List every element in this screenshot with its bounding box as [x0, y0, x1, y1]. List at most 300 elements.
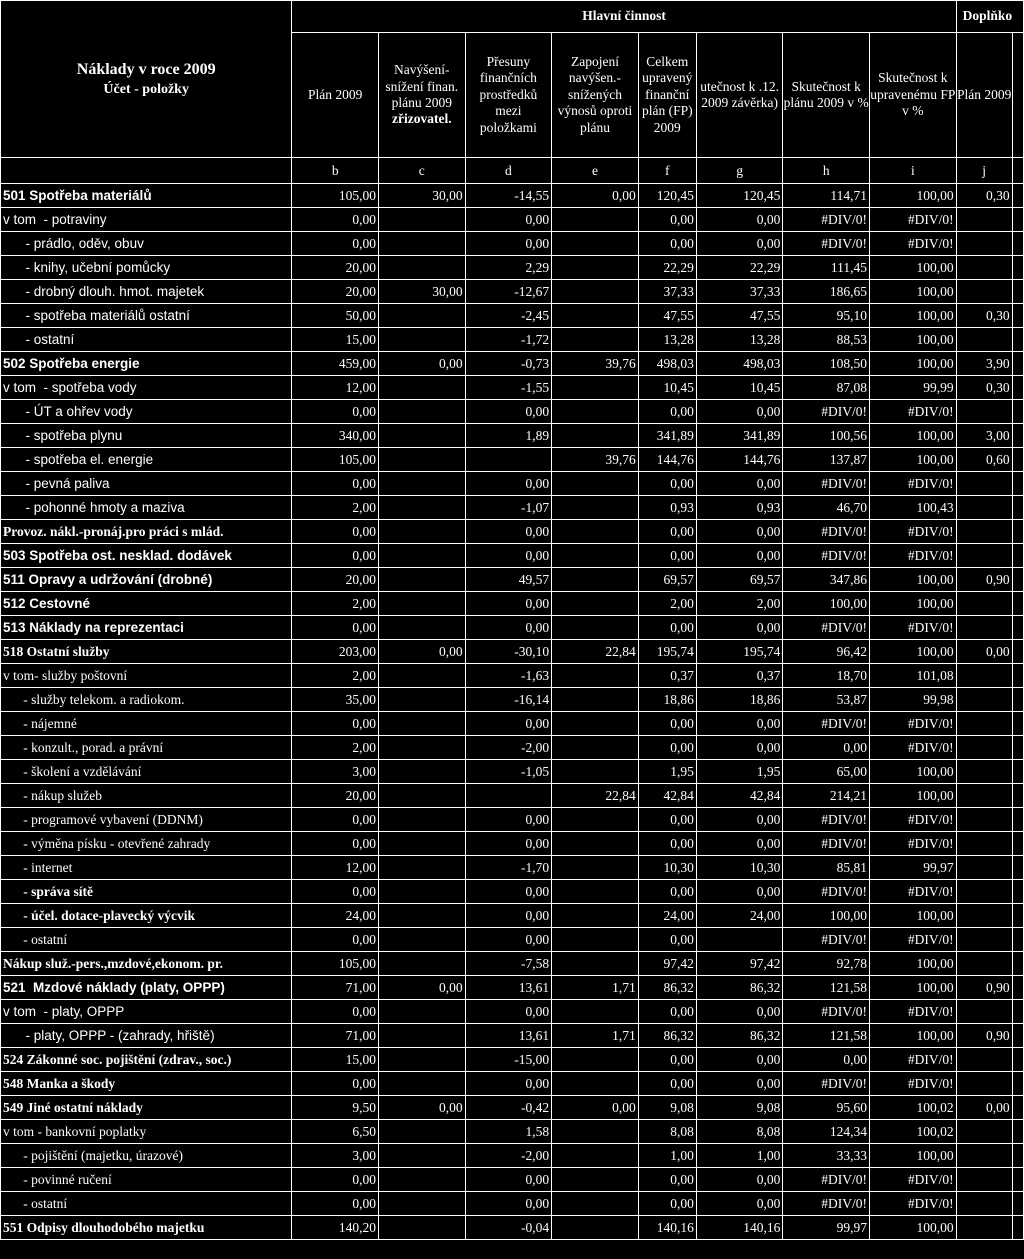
- cell-actual[interactable]: 86,32: [696, 976, 783, 1000]
- cell-plan[interactable]: 0,00: [292, 1072, 379, 1096]
- cell-actual-vs-plan[interactable]: 53,87: [783, 688, 870, 712]
- cell-plan[interactable]: 15,00: [292, 328, 379, 352]
- row-label[interactable]: - ostatní: [1, 1192, 292, 1216]
- cell-increase[interactable]: 30,00: [378, 184, 465, 208]
- cell-increase[interactable]: 30,00: [378, 280, 465, 304]
- cell-actual-vs-plan[interactable]: 347,86: [783, 568, 870, 592]
- cell-adjusted-plan[interactable]: 0,00: [638, 1048, 696, 1072]
- cell-actual-vs-plan[interactable]: #DIV/0!: [783, 208, 870, 232]
- cell-plan-secondary[interactable]: 0,00: [956, 640, 1012, 664]
- cell-revenues[interactable]: 1,71: [552, 976, 639, 1000]
- cell-actual[interactable]: 144,76: [696, 448, 783, 472]
- row-label[interactable]: 551 Odpisy dlouhodobého majetku: [1, 1216, 292, 1240]
- cell-actual[interactable]: 0,00: [696, 616, 783, 640]
- cell-increase[interactable]: [378, 232, 465, 256]
- cell-plan-secondary[interactable]: [956, 1216, 1012, 1240]
- row-label[interactable]: - prádlo, oděv, obuv: [1, 232, 292, 256]
- cell-actual-vs-plan[interactable]: 33,33: [783, 1144, 870, 1168]
- cell-actual-vs-plan[interactable]: 46,70: [783, 496, 870, 520]
- cell-adjusted-plan[interactable]: 0,00: [638, 736, 696, 760]
- cell-adjusted-plan[interactable]: 13,28: [638, 328, 696, 352]
- cell-increase[interactable]: [378, 856, 465, 880]
- row-label[interactable]: - pojištění (majetku, úrazové): [1, 1144, 292, 1168]
- cell-adjusted-plan[interactable]: 8,08: [638, 1120, 696, 1144]
- cell-actual-vs-fp[interactable]: 99,99: [870, 376, 957, 400]
- cell-increase[interactable]: [378, 784, 465, 808]
- cell-actual[interactable]: 140,16: [696, 1216, 783, 1240]
- cell-increase[interactable]: [378, 1192, 465, 1216]
- cell-actual[interactable]: 0,00: [696, 520, 783, 544]
- cell-plan-secondary[interactable]: [956, 616, 1012, 640]
- cell-adjusted-plan[interactable]: 341,89: [638, 424, 696, 448]
- cell-actual-vs-plan[interactable]: #DIV/0!: [783, 544, 870, 568]
- cell-actual-vs-plan[interactable]: 121,58: [783, 1024, 870, 1048]
- cell-increase[interactable]: [378, 712, 465, 736]
- cell-plan-secondary[interactable]: [956, 496, 1012, 520]
- row-label[interactable]: v tom - potraviny: [1, 208, 292, 232]
- cell-revenues[interactable]: [552, 664, 639, 688]
- row-label[interactable]: v tom - bankovní poplatky: [1, 1120, 292, 1144]
- cell-actual-vs-fp[interactable]: 100,00: [870, 304, 957, 328]
- cell-adjusted-plan[interactable]: 144,76: [638, 448, 696, 472]
- cell-actual-vs-fp[interactable]: 100,00: [870, 592, 957, 616]
- cell-actual[interactable]: 120,45: [696, 184, 783, 208]
- cell-actual-vs-fp[interactable]: 100,00: [870, 328, 957, 352]
- cell-revenues[interactable]: [552, 592, 639, 616]
- cell-actual[interactable]: 498,03: [696, 352, 783, 376]
- cell-actual[interactable]: 0,00: [696, 1168, 783, 1192]
- cell-plan[interactable]: 12,00: [292, 376, 379, 400]
- cell-actual[interactable]: 0,00: [696, 472, 783, 496]
- cell-actual-vs-plan[interactable]: 87,08: [783, 376, 870, 400]
- cell-plan[interactable]: 71,00: [292, 1024, 379, 1048]
- cell-transfers[interactable]: -7,58: [465, 952, 552, 976]
- row-label[interactable]: - povinné ručení: [1, 1168, 292, 1192]
- cell-plan-secondary[interactable]: [956, 928, 1012, 952]
- cell-actual[interactable]: 0,00: [696, 1072, 783, 1096]
- cell-actual-vs-fp[interactable]: 99,97: [870, 856, 957, 880]
- cell-increase[interactable]: [378, 1000, 465, 1024]
- cell-transfers[interactable]: -16,14: [465, 688, 552, 712]
- cell-transfers[interactable]: 0,00: [465, 1192, 552, 1216]
- row-label[interactable]: - knihy, učební pomůcky: [1, 256, 292, 280]
- row-label[interactable]: - drobný dlouh. hmot. majetek: [1, 280, 292, 304]
- cell-actual[interactable]: 0,00: [696, 880, 783, 904]
- row-label[interactable]: - školení a vzdělávání: [1, 760, 292, 784]
- cell-revenues[interactable]: 0,00: [552, 1096, 639, 1120]
- cell-revenues[interactable]: 39,76: [552, 352, 639, 376]
- cell-plan-secondary[interactable]: [956, 688, 1012, 712]
- cell-actual-vs-plan[interactable]: 108,50: [783, 352, 870, 376]
- row-label[interactable]: - konzult., porad. a právní: [1, 736, 292, 760]
- cell-revenues[interactable]: 0,00: [552, 184, 639, 208]
- cell-actual-vs-fp[interactable]: 100,00: [870, 1144, 957, 1168]
- cell-increase[interactable]: [378, 904, 465, 928]
- cell-adjusted-plan[interactable]: 9,08: [638, 1096, 696, 1120]
- cell-plan[interactable]: 20,00: [292, 784, 379, 808]
- cell-actual-vs-fp[interactable]: 101,08: [870, 664, 957, 688]
- cell-transfers[interactable]: -1,55: [465, 376, 552, 400]
- cell-adjusted-plan[interactable]: 47,55: [638, 304, 696, 328]
- cell-plan-secondary[interactable]: [956, 880, 1012, 904]
- cell-increase[interactable]: 0,00: [378, 1096, 465, 1120]
- cell-adjusted-plan[interactable]: 0,00: [638, 712, 696, 736]
- cell-actual[interactable]: 18,86: [696, 688, 783, 712]
- cell-increase[interactable]: [378, 304, 465, 328]
- cell-revenues[interactable]: [552, 1120, 639, 1144]
- cell-plan-secondary[interactable]: [956, 256, 1012, 280]
- cell-actual-vs-plan[interactable]: 121,58: [783, 976, 870, 1000]
- cell-actual-vs-fp[interactable]: #DIV/0!: [870, 1000, 957, 1024]
- cell-actual-vs-fp[interactable]: #DIV/0!: [870, 1192, 957, 1216]
- cell-plan-secondary[interactable]: 3,00: [956, 424, 1012, 448]
- row-label[interactable]: 548 Manka a škody: [1, 1072, 292, 1096]
- cell-revenues[interactable]: [552, 256, 639, 280]
- cell-adjusted-plan[interactable]: 10,45: [638, 376, 696, 400]
- cell-actual[interactable]: 42,84: [696, 784, 783, 808]
- cell-transfers[interactable]: 13,61: [465, 1024, 552, 1048]
- cell-revenues[interactable]: [552, 688, 639, 712]
- row-label[interactable]: - pevná paliva: [1, 472, 292, 496]
- cell-increase[interactable]: [378, 832, 465, 856]
- cell-actual-vs-fp[interactable]: 100,02: [870, 1096, 957, 1120]
- cell-adjusted-plan[interactable]: 498,03: [638, 352, 696, 376]
- cell-plan[interactable]: 3,00: [292, 760, 379, 784]
- row-label[interactable]: - spotřeba el. energie: [1, 448, 292, 472]
- cell-actual[interactable]: 2,00: [696, 592, 783, 616]
- cell-actual[interactable]: 37,33: [696, 280, 783, 304]
- cell-actual[interactable]: 0,00: [696, 1192, 783, 1216]
- cell-actual-vs-fp[interactable]: 100,00: [870, 640, 957, 664]
- cell-actual[interactable]: 10,30: [696, 856, 783, 880]
- cell-plan[interactable]: 0,00: [292, 1168, 379, 1192]
- cell-actual-vs-plan[interactable]: #DIV/0!: [783, 472, 870, 496]
- cell-actual[interactable]: 0,00: [696, 1000, 783, 1024]
- cell-revenues[interactable]: 39,76: [552, 448, 639, 472]
- cell-revenues[interactable]: [552, 616, 639, 640]
- cell-actual[interactable]: 1,95: [696, 760, 783, 784]
- cell-plan[interactable]: 459,00: [292, 352, 379, 376]
- cell-adjusted-plan[interactable]: 22,29: [638, 256, 696, 280]
- cell-actual[interactable]: 0,00: [696, 544, 783, 568]
- cell-actual[interactable]: 47,55: [696, 304, 783, 328]
- cell-revenues[interactable]: [552, 856, 639, 880]
- cell-actual-vs-fp[interactable]: 100,02: [870, 1120, 957, 1144]
- cell-adjusted-plan[interactable]: 1,95: [638, 760, 696, 784]
- cell-actual-vs-plan[interactable]: #DIV/0!: [783, 712, 870, 736]
- cell-plan[interactable]: 0,00: [292, 1000, 379, 1024]
- cell-plan-secondary[interactable]: [956, 472, 1012, 496]
- cell-plan-secondary[interactable]: [956, 1192, 1012, 1216]
- cell-actual-vs-fp[interactable]: 100,00: [870, 1216, 957, 1240]
- row-label[interactable]: 518 Ostatní služby: [1, 640, 292, 664]
- cell-actual-vs-fp[interactable]: #DIV/0!: [870, 1072, 957, 1096]
- cell-transfers[interactable]: 0,00: [465, 1168, 552, 1192]
- cell-actual-vs-fp[interactable]: 100,00: [870, 952, 957, 976]
- cell-plan-secondary[interactable]: 0,00: [956, 1096, 1012, 1120]
- cell-adjusted-plan[interactable]: 86,32: [638, 1024, 696, 1048]
- cell-actual-vs-fp[interactable]: 100,43: [870, 496, 957, 520]
- cell-increase[interactable]: [378, 688, 465, 712]
- cell-plan[interactable]: 2,00: [292, 664, 379, 688]
- cell-actual[interactable]: 1,00: [696, 1144, 783, 1168]
- cell-plan-secondary[interactable]: [956, 952, 1012, 976]
- cell-actual[interactable]: 195,74: [696, 640, 783, 664]
- cell-transfers[interactable]: 0,00: [465, 1000, 552, 1024]
- cell-increase[interactable]: [378, 376, 465, 400]
- cell-actual-vs-fp[interactable]: #DIV/0!: [870, 1048, 957, 1072]
- cell-adjusted-plan[interactable]: 37,33: [638, 280, 696, 304]
- cell-increase[interactable]: [378, 1168, 465, 1192]
- cell-plan-secondary[interactable]: 0,90: [956, 568, 1012, 592]
- cell-actual-vs-fp[interactable]: 100,00: [870, 280, 957, 304]
- cell-revenues[interactable]: [552, 1072, 639, 1096]
- cell-adjusted-plan[interactable]: 0,37: [638, 664, 696, 688]
- cell-revenues[interactable]: [552, 1192, 639, 1216]
- cell-actual-vs-fp[interactable]: #DIV/0!: [870, 736, 957, 760]
- cell-plan[interactable]: 203,00: [292, 640, 379, 664]
- cell-plan[interactable]: 0,00: [292, 880, 379, 904]
- cell-actual-vs-plan[interactable]: 186,65: [783, 280, 870, 304]
- cell-actual-vs-fp[interactable]: 100,00: [870, 760, 957, 784]
- cell-plan[interactable]: 50,00: [292, 304, 379, 328]
- cell-plan[interactable]: 0,00: [292, 544, 379, 568]
- cell-plan-secondary[interactable]: [956, 1144, 1012, 1168]
- cell-adjusted-plan[interactable]: 0,00: [638, 520, 696, 544]
- cell-actual[interactable]: 22,29: [696, 256, 783, 280]
- cell-plan[interactable]: 0,00: [292, 712, 379, 736]
- row-label[interactable]: 503 Spotřeba ost. nesklad. dodávek: [1, 544, 292, 568]
- cell-revenues[interactable]: [552, 1144, 639, 1168]
- cell-transfers[interactable]: -2,00: [465, 1144, 552, 1168]
- cell-transfers[interactable]: 0,00: [465, 520, 552, 544]
- cell-revenues[interactable]: 22,84: [552, 640, 639, 664]
- cell-actual[interactable]: 0,00: [696, 1048, 783, 1072]
- cell-revenues[interactable]: [552, 808, 639, 832]
- cell-adjusted-plan[interactable]: 0,00: [638, 1000, 696, 1024]
- cell-plan-secondary[interactable]: [956, 328, 1012, 352]
- cell-plan[interactable]: 71,00: [292, 976, 379, 1000]
- row-label[interactable]: - služby telekom. a radiokom.: [1, 688, 292, 712]
- cell-actual-vs-plan[interactable]: 96,42: [783, 640, 870, 664]
- row-label[interactable]: - platy, OPPP - (zahrady, hřiště): [1, 1024, 292, 1048]
- cell-plan[interactable]: 20,00: [292, 256, 379, 280]
- cell-actual-vs-plan[interactable]: #DIV/0!: [783, 520, 870, 544]
- cell-plan-secondary[interactable]: [956, 664, 1012, 688]
- cell-transfers[interactable]: 0,00: [465, 712, 552, 736]
- cell-transfers[interactable]: 1,89: [465, 424, 552, 448]
- cell-transfers[interactable]: -1,07: [465, 496, 552, 520]
- cell-actual-vs-plan[interactable]: #DIV/0!: [783, 880, 870, 904]
- cell-plan-secondary[interactable]: [956, 1072, 1012, 1096]
- cell-increase[interactable]: [378, 1072, 465, 1096]
- cell-revenues[interactable]: [552, 208, 639, 232]
- cell-actual-vs-fp[interactable]: #DIV/0!: [870, 544, 957, 568]
- cell-plan[interactable]: 12,00: [292, 856, 379, 880]
- cell-actual[interactable]: 0,00: [696, 832, 783, 856]
- cell-actual-vs-fp[interactable]: 100,00: [870, 568, 957, 592]
- cell-increase[interactable]: [378, 760, 465, 784]
- cell-increase[interactable]: [378, 472, 465, 496]
- cell-adjusted-plan[interactable]: 18,86: [638, 688, 696, 712]
- cell-revenues[interactable]: [552, 280, 639, 304]
- cell-actual-vs-plan[interactable]: #DIV/0!: [783, 1072, 870, 1096]
- cell-adjusted-plan[interactable]: 0,00: [638, 1168, 696, 1192]
- cell-adjusted-plan[interactable]: 0,00: [638, 880, 696, 904]
- cell-plan-secondary[interactable]: [956, 832, 1012, 856]
- cell-plan-secondary[interactable]: [956, 808, 1012, 832]
- cell-adjusted-plan[interactable]: 0,00: [638, 616, 696, 640]
- cell-increase[interactable]: [378, 448, 465, 472]
- cell-actual-vs-plan[interactable]: #DIV/0!: [783, 1168, 870, 1192]
- cell-plan-secondary[interactable]: [956, 856, 1012, 880]
- cell-revenues[interactable]: [552, 832, 639, 856]
- row-label[interactable]: 524 Zákonné soc. pojištění (zdrav., soc.): [1, 1048, 292, 1072]
- cell-actual-vs-fp[interactable]: 100,00: [870, 184, 957, 208]
- cell-actual-vs-fp[interactable]: #DIV/0!: [870, 400, 957, 424]
- cell-transfers[interactable]: [465, 448, 552, 472]
- cell-plan-secondary[interactable]: [956, 592, 1012, 616]
- cell-actual-vs-fp[interactable]: 100,00: [870, 352, 957, 376]
- cell-adjusted-plan[interactable]: 69,57: [638, 568, 696, 592]
- cell-revenues[interactable]: [552, 376, 639, 400]
- cell-revenues[interactable]: [552, 520, 639, 544]
- cell-actual-vs-fp[interactable]: 100,00: [870, 256, 957, 280]
- cell-plan[interactable]: 340,00: [292, 424, 379, 448]
- cell-actual-vs-fp[interactable]: #DIV/0!: [870, 712, 957, 736]
- cell-transfers[interactable]: -1,05: [465, 760, 552, 784]
- cell-plan[interactable]: 35,00: [292, 688, 379, 712]
- cell-increase[interactable]: [378, 520, 465, 544]
- cell-transfers[interactable]: 2,29: [465, 256, 552, 280]
- cell-actual-vs-plan[interactable]: #DIV/0!: [783, 808, 870, 832]
- cell-transfers[interactable]: -2,45: [465, 304, 552, 328]
- cell-increase[interactable]: [378, 256, 465, 280]
- cell-increase[interactable]: [378, 544, 465, 568]
- cell-plan-secondary[interactable]: [956, 904, 1012, 928]
- cell-increase[interactable]: [378, 808, 465, 832]
- cell-adjusted-plan[interactable]: 0,00: [638, 1072, 696, 1096]
- cell-adjusted-plan[interactable]: 0,00: [638, 400, 696, 424]
- cell-actual[interactable]: 0,00: [696, 808, 783, 832]
- cell-actual[interactable]: 13,28: [696, 328, 783, 352]
- cell-adjusted-plan[interactable]: 0,00: [638, 472, 696, 496]
- cell-transfers[interactable]: -1,72: [465, 328, 552, 352]
- cell-actual-vs-plan[interactable]: 111,45: [783, 256, 870, 280]
- cell-plan[interactable]: 6,50: [292, 1120, 379, 1144]
- cell-increase[interactable]: [378, 1144, 465, 1168]
- cell-plan[interactable]: 0,00: [292, 928, 379, 952]
- cell-increase[interactable]: [378, 1120, 465, 1144]
- cell-plan[interactable]: 105,00: [292, 184, 379, 208]
- cell-revenues[interactable]: [552, 1048, 639, 1072]
- cell-adjusted-plan[interactable]: 10,30: [638, 856, 696, 880]
- cell-transfers[interactable]: -1,70: [465, 856, 552, 880]
- cell-increase[interactable]: 0,00: [378, 640, 465, 664]
- cell-transfers[interactable]: 0,00: [465, 880, 552, 904]
- cell-adjusted-plan[interactable]: 0,00: [638, 1192, 696, 1216]
- cell-actual-vs-fp[interactable]: 99,98: [870, 688, 957, 712]
- cell-transfers[interactable]: 0,00: [465, 232, 552, 256]
- cell-actual-vs-fp[interactable]: #DIV/0!: [870, 208, 957, 232]
- cell-actual-vs-fp[interactable]: 100,00: [870, 424, 957, 448]
- cell-plan[interactable]: 0,00: [292, 232, 379, 256]
- cell-adjusted-plan[interactable]: 24,00: [638, 904, 696, 928]
- cell-increase[interactable]: [378, 568, 465, 592]
- cell-plan-secondary[interactable]: [956, 784, 1012, 808]
- cell-actual[interactable]: 86,32: [696, 1024, 783, 1048]
- cell-transfers[interactable]: -2,00: [465, 736, 552, 760]
- cell-actual-vs-fp[interactable]: 100,00: [870, 904, 957, 928]
- cell-plan-secondary[interactable]: [956, 544, 1012, 568]
- row-label[interactable]: 549 Jiné ostatní náklady: [1, 1096, 292, 1120]
- cell-actual[interactable]: 341,89: [696, 424, 783, 448]
- cell-revenues[interactable]: [552, 712, 639, 736]
- row-label[interactable]: - spotřeba plynu: [1, 424, 292, 448]
- cell-transfers[interactable]: -15,00: [465, 1048, 552, 1072]
- cell-actual-vs-plan[interactable]: #DIV/0!: [783, 232, 870, 256]
- cell-actual-vs-plan[interactable]: #DIV/0!: [783, 928, 870, 952]
- cell-actual-vs-plan[interactable]: 0,00: [783, 736, 870, 760]
- cell-plan[interactable]: 24,00: [292, 904, 379, 928]
- cell-adjusted-plan[interactable]: 42,84: [638, 784, 696, 808]
- cell-revenues[interactable]: [552, 736, 639, 760]
- cell-actual-vs-fp[interactable]: #DIV/0!: [870, 520, 957, 544]
- cell-actual[interactable]: 69,57: [696, 568, 783, 592]
- row-label[interactable]: 512 Cestovné: [1, 592, 292, 616]
- cell-increase[interactable]: [378, 1024, 465, 1048]
- cell-actual-vs-plan[interactable]: #DIV/0!: [783, 1192, 870, 1216]
- cell-actual-vs-fp[interactable]: 100,00: [870, 784, 957, 808]
- cell-increase[interactable]: [378, 664, 465, 688]
- cell-transfers[interactable]: 49,57: [465, 568, 552, 592]
- cell-transfers[interactable]: 0,00: [465, 832, 552, 856]
- cell-increase[interactable]: 0,00: [378, 352, 465, 376]
- cell-actual-vs-fp[interactable]: #DIV/0!: [870, 616, 957, 640]
- cell-revenues[interactable]: [552, 904, 639, 928]
- cell-plan-secondary[interactable]: [956, 1168, 1012, 1192]
- cell-transfers[interactable]: 1,58: [465, 1120, 552, 1144]
- cell-actual[interactable]: 24,00: [696, 904, 783, 928]
- cell-plan[interactable]: 2,00: [292, 592, 379, 616]
- cell-actual-vs-fp[interactable]: #DIV/0!: [870, 232, 957, 256]
- cell-adjusted-plan[interactable]: 0,00: [638, 208, 696, 232]
- cell-adjusted-plan[interactable]: 0,93: [638, 496, 696, 520]
- row-label[interactable]: - nájemné: [1, 712, 292, 736]
- cell-revenues[interactable]: [552, 400, 639, 424]
- cell-actual-vs-fp[interactable]: #DIV/0!: [870, 880, 957, 904]
- row-label[interactable]: Nákup služ.-pers.,mzdové,ekonom. pr.: [1, 952, 292, 976]
- cell-actual-vs-plan[interactable]: 92,78: [783, 952, 870, 976]
- cell-transfers[interactable]: 0,00: [465, 544, 552, 568]
- cell-plan[interactable]: 20,00: [292, 280, 379, 304]
- cell-plan[interactable]: 0,00: [292, 808, 379, 832]
- cell-actual-vs-plan[interactable]: 85,81: [783, 856, 870, 880]
- cell-plan-secondary[interactable]: [956, 1048, 1012, 1072]
- cell-revenues[interactable]: 22,84: [552, 784, 639, 808]
- cell-plan[interactable]: 0,00: [292, 400, 379, 424]
- row-label[interactable]: - nákup služeb: [1, 784, 292, 808]
- cell-revenues[interactable]: [552, 1216, 639, 1240]
- cell-revenues[interactable]: [552, 496, 639, 520]
- cell-plan-secondary[interactable]: [956, 760, 1012, 784]
- cell-transfers[interactable]: 0,00: [465, 1072, 552, 1096]
- cell-actual-vs-plan[interactable]: 137,87: [783, 448, 870, 472]
- row-label[interactable]: - správa sítě: [1, 880, 292, 904]
- cell-plan-secondary[interactable]: [956, 208, 1012, 232]
- cell-actual[interactable]: 0,93: [696, 496, 783, 520]
- cell-plan[interactable]: 105,00: [292, 448, 379, 472]
